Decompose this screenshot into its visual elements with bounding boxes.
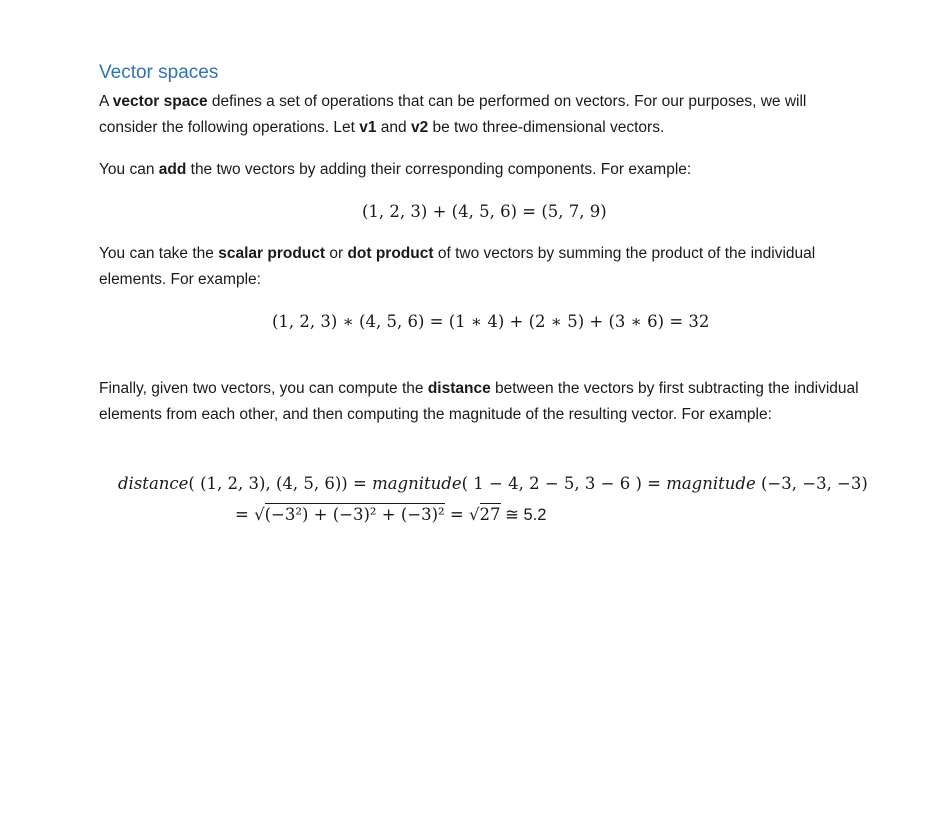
dot-equation: (1, 2, 3) ∗ (4, 5, 6) = (1 ∗ 4) + (2 ∗ 5) + (3 ∗ 6) = 32 [272, 312, 710, 331]
dot-paragraph [99, 241, 859, 293]
fn-magnitude-2: magnitude [666, 474, 756, 493]
sqrt-radicand: (−3²) + (−3)² + (−3)² [264, 505, 445, 524]
add-equation: (1, 2, 3) + (4, 5, 6) = (5, 7, 9) [362, 202, 607, 221]
intro-text-1: A [99, 93, 113, 110]
fn-distance: distance [118, 474, 189, 493]
sqrt-27: 27 [479, 505, 501, 524]
distance-paragraph [99, 376, 869, 428]
term-distance: distance [427, 380, 491, 397]
add-text-2: the two vectors by adding their corresponding components. For example: [186, 161, 692, 178]
term-v2: v2 [410, 119, 429, 136]
intro-text-4: be two three-dimensional vectors. [428, 119, 665, 136]
approx-result: ≅ 5.2 [500, 506, 547, 524]
intro-text-2: defines a set of operations that can be performed on vectors. For our purposes, we will consider the following operations. Let [99, 93, 807, 136]
distance-equation-line-1 [118, 474, 868, 493]
sqrt-symbol: √ [254, 505, 265, 524]
add-paragraph [99, 157, 859, 183]
section-heading: Vector spaces [99, 62, 219, 83]
magnitude-args: ( 1 − 4, 2 − 5, 3 − 6 ) = [461, 474, 667, 493]
distance-text-1: Finally, given two vectors, you can compute the [99, 380, 428, 397]
term-scalar-product: scalar product [218, 245, 326, 262]
dot-text-3: of two vectors by summing the product of the individual elements. For example: [99, 245, 816, 288]
sqrt-symbol-2: √ [469, 505, 480, 524]
equals-prefix: = [235, 505, 255, 524]
equals-sign: = [347, 474, 373, 493]
magnitude-result: (−3, −3, −3) [755, 474, 868, 493]
fn-magnitude: magnitude [372, 474, 462, 493]
term-add: add [158, 161, 187, 178]
distance-text-2: between the vectors by first subtracting the individual elements from each other, and then computing the magnitude of the resulting vector. For example: [99, 380, 859, 423]
distance-args: ( (1, 2, 3), (4, 5, 6)) [188, 474, 348, 493]
dot-text-2: or [325, 245, 348, 262]
intro-paragraph [99, 89, 859, 141]
term-dot-product: dot product [347, 245, 434, 262]
dot-text-1: You can take the [99, 245, 219, 262]
equals-mid: = [444, 505, 469, 524]
distance-equation-line-2 [235, 505, 546, 525]
term-vector-space: vector space [112, 93, 208, 110]
intro-text-3: and [376, 119, 411, 136]
term-v1: v1 [359, 119, 377, 136]
add-text-1: You can [99, 161, 159, 178]
